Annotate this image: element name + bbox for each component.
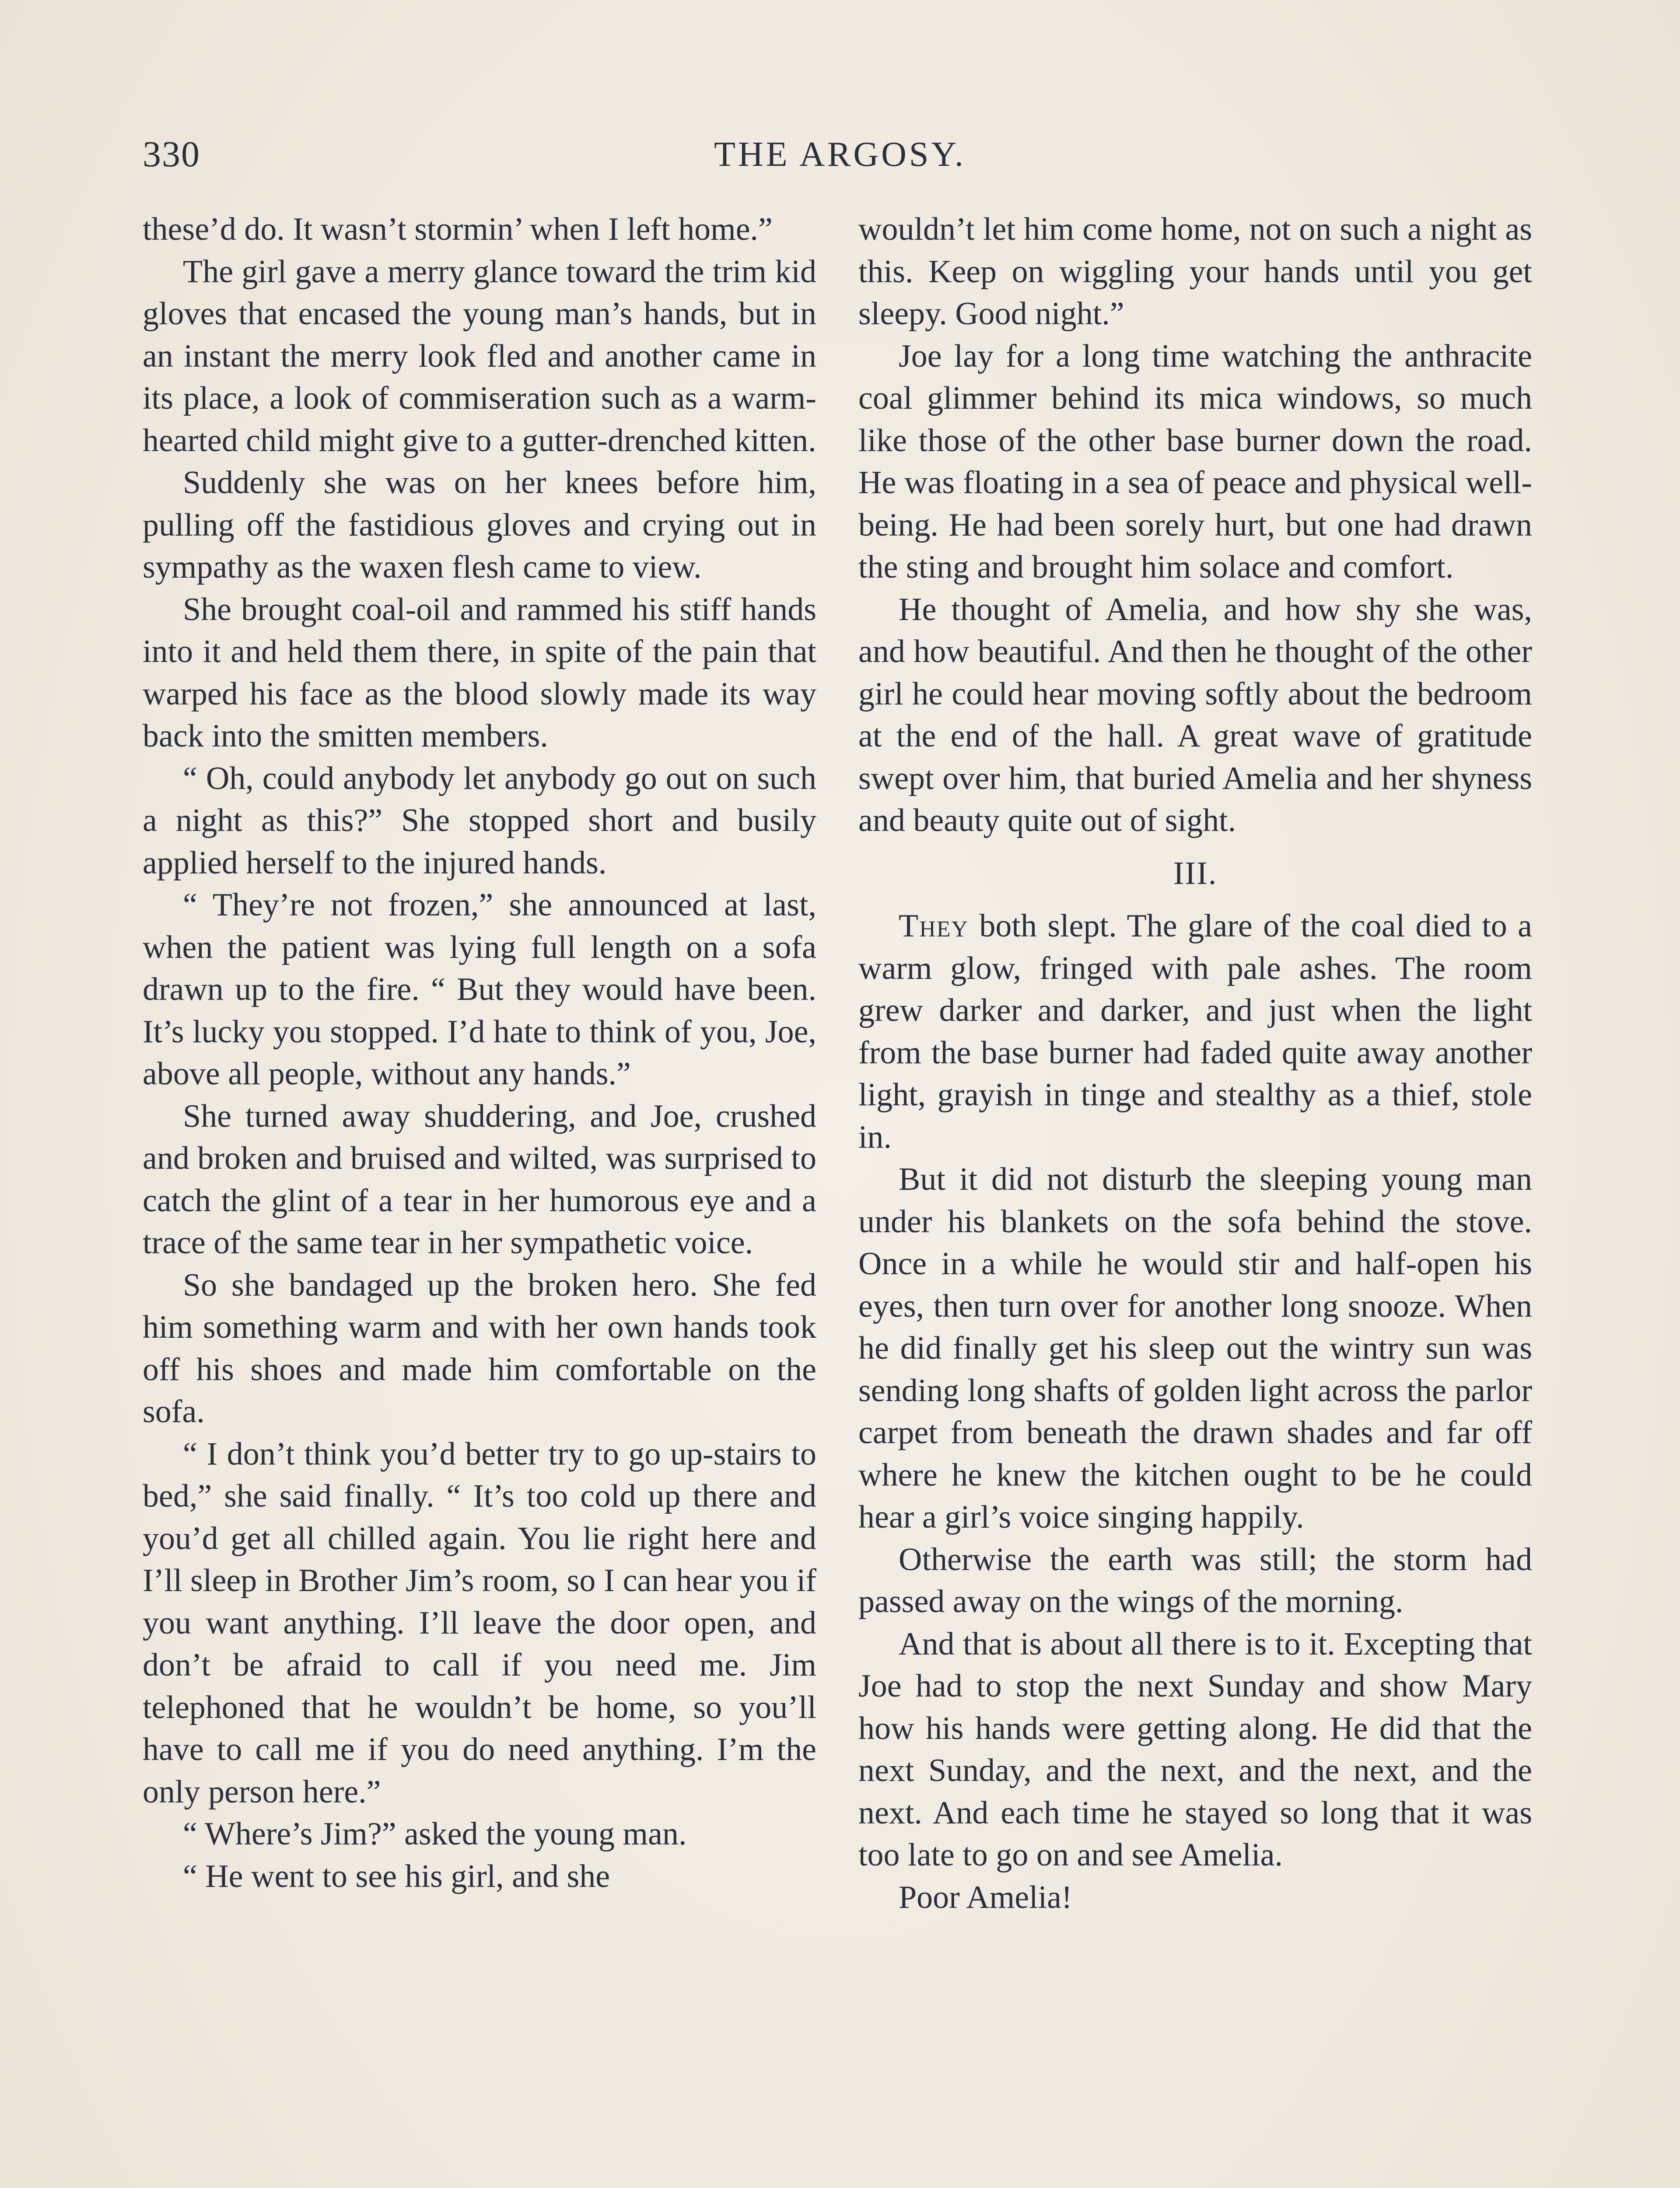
paragraph: “ Where’s Jim?” asked the young man. (183, 1816, 687, 1852)
section-lead-paragraph (858, 905, 1532, 1158)
paragraph: Poor Amelia! (899, 1879, 1072, 1915)
paragraph: Otherwise the earth was still; the storm had passed away on the wings of the morning. (858, 1541, 1532, 1620)
paragraph: “ He went to see his girl, and she (183, 1858, 610, 1894)
paragraph: She turned away shuddering, and Joe, crushed and broken and bruised and wilted, was surprised to catch the glint of a tear in her humorous eye and a trace of the same tear in her sympathetic voice. (143, 1098, 816, 1261)
paragraph: “ They’re not frozen,” she announced at last, when the patient was lying full length on a sofa drawn up to the fire. “ But they would have been. It’s lucky you stopped. I’d hate to think of you, Joe, above all people, without any hands.” (143, 887, 816, 1092)
running-head: THE ARGOSY. (714, 135, 966, 174)
section-lead-word: They (899, 908, 969, 944)
section-heading: III. (1173, 855, 1218, 891)
paragraph: wouldn’t let him come home, not on such a night as this. Keep on wiggling your hands until you get sleepy. Good night.” (858, 211, 1532, 332)
paragraph: The girl gave a merry glance toward the trim kid gloves that encased the young man’s hands, but in an instant the merry look fled and another came in its place, a look of commiseration such as a warm-hearted child might give to a gutter-drenched kitten. (143, 253, 816, 459)
right-column (858, 208, 1532, 1918)
paragraph: But it did not disturb the sleeping young man under his blankets on the sofa behind the stove. Once in a while he would stir and half-open his eyes, then turn over for another long snooze. When he did finally get his sleep out the wintry sun was sending long shafts of golden light across the parlor carpet from beneath the drawn shades and far off where he knew the kitchen ought to be he could hear a girl’s voice singing happily. (858, 1161, 1532, 1535)
section-lead-text: both slept. The glare of the coal died to a warm glow, fringed with pale ashes. The room grew darker and darker, and just when the light from the base burner had faded quite away another light, grayish in tinge and stealthy as a thief, stole in. (858, 908, 1532, 1155)
paragraph: Joe lay for a long time watching the anthracite coal glimmer behind its mica windows, so much like those of the other base burner down the road. He was floating in a sea of peace and physical well-being. He had been sorely hurt, but one had drawn the sting and brought him solace and comfort. (858, 338, 1532, 585)
page-number: 330 (143, 134, 200, 175)
paragraph: So she bandaged up the broken hero. She fed him something warm and with her own hands took off his shoes and made him comfortable on the sofa. (143, 1267, 816, 1430)
paragraph: He thought of Amelia, and how shy she was, and how beautiful. And then he thought of the other girl he could hear moving softly about the bedroom at the end of the hall. A great wave of gratitude swept over him, that buried Amelia and her shyness and beauty quite out of sight. (858, 591, 1532, 838)
paragraph: And that is about all there is to it. Excepting that Joe had to stop the next Sunday and show Mary how his hands were getting along. He did that the next Sunday, and the next, and the next, and the next. And each time he stayed so long that it was too late to go on and see Amelia. (858, 1626, 1532, 1873)
paragraph: “ Oh, could anybody let anybody go out on such a night as this?” She stopped short and busily applied herself to the injured hands. (143, 760, 816, 881)
paragraph: these’d do. It wasn’t stormin’ when I left home.” (143, 211, 773, 247)
paragraph: She brought coal-oil and rammed his stiff hands into it and held them there, in spite of the pain that warped his face as the blood slowly made its way back into the smitten members. (143, 591, 816, 754)
paragraph: “ I don’t think you’d better try to go up-stairs to bed,” she said finally. “ It’s too cold up there and you’d get all chilled again. You lie right here and I’ll sleep in Brother Jim’s room, so I can hear you if you want anything. I’ll leave the door open, and don’t be afraid to call if you need me. Jim telephoned that he wouldn’t be home, so you’ll have to call me if you do need anything. I’m the only person here.” (143, 1436, 816, 1810)
paragraph: Suddenly she was on her knees before him, pulling off the fastidious gloves and crying out in sympathy as the waxen flesh came to view. (143, 465, 816, 585)
left-column (143, 208, 816, 1897)
